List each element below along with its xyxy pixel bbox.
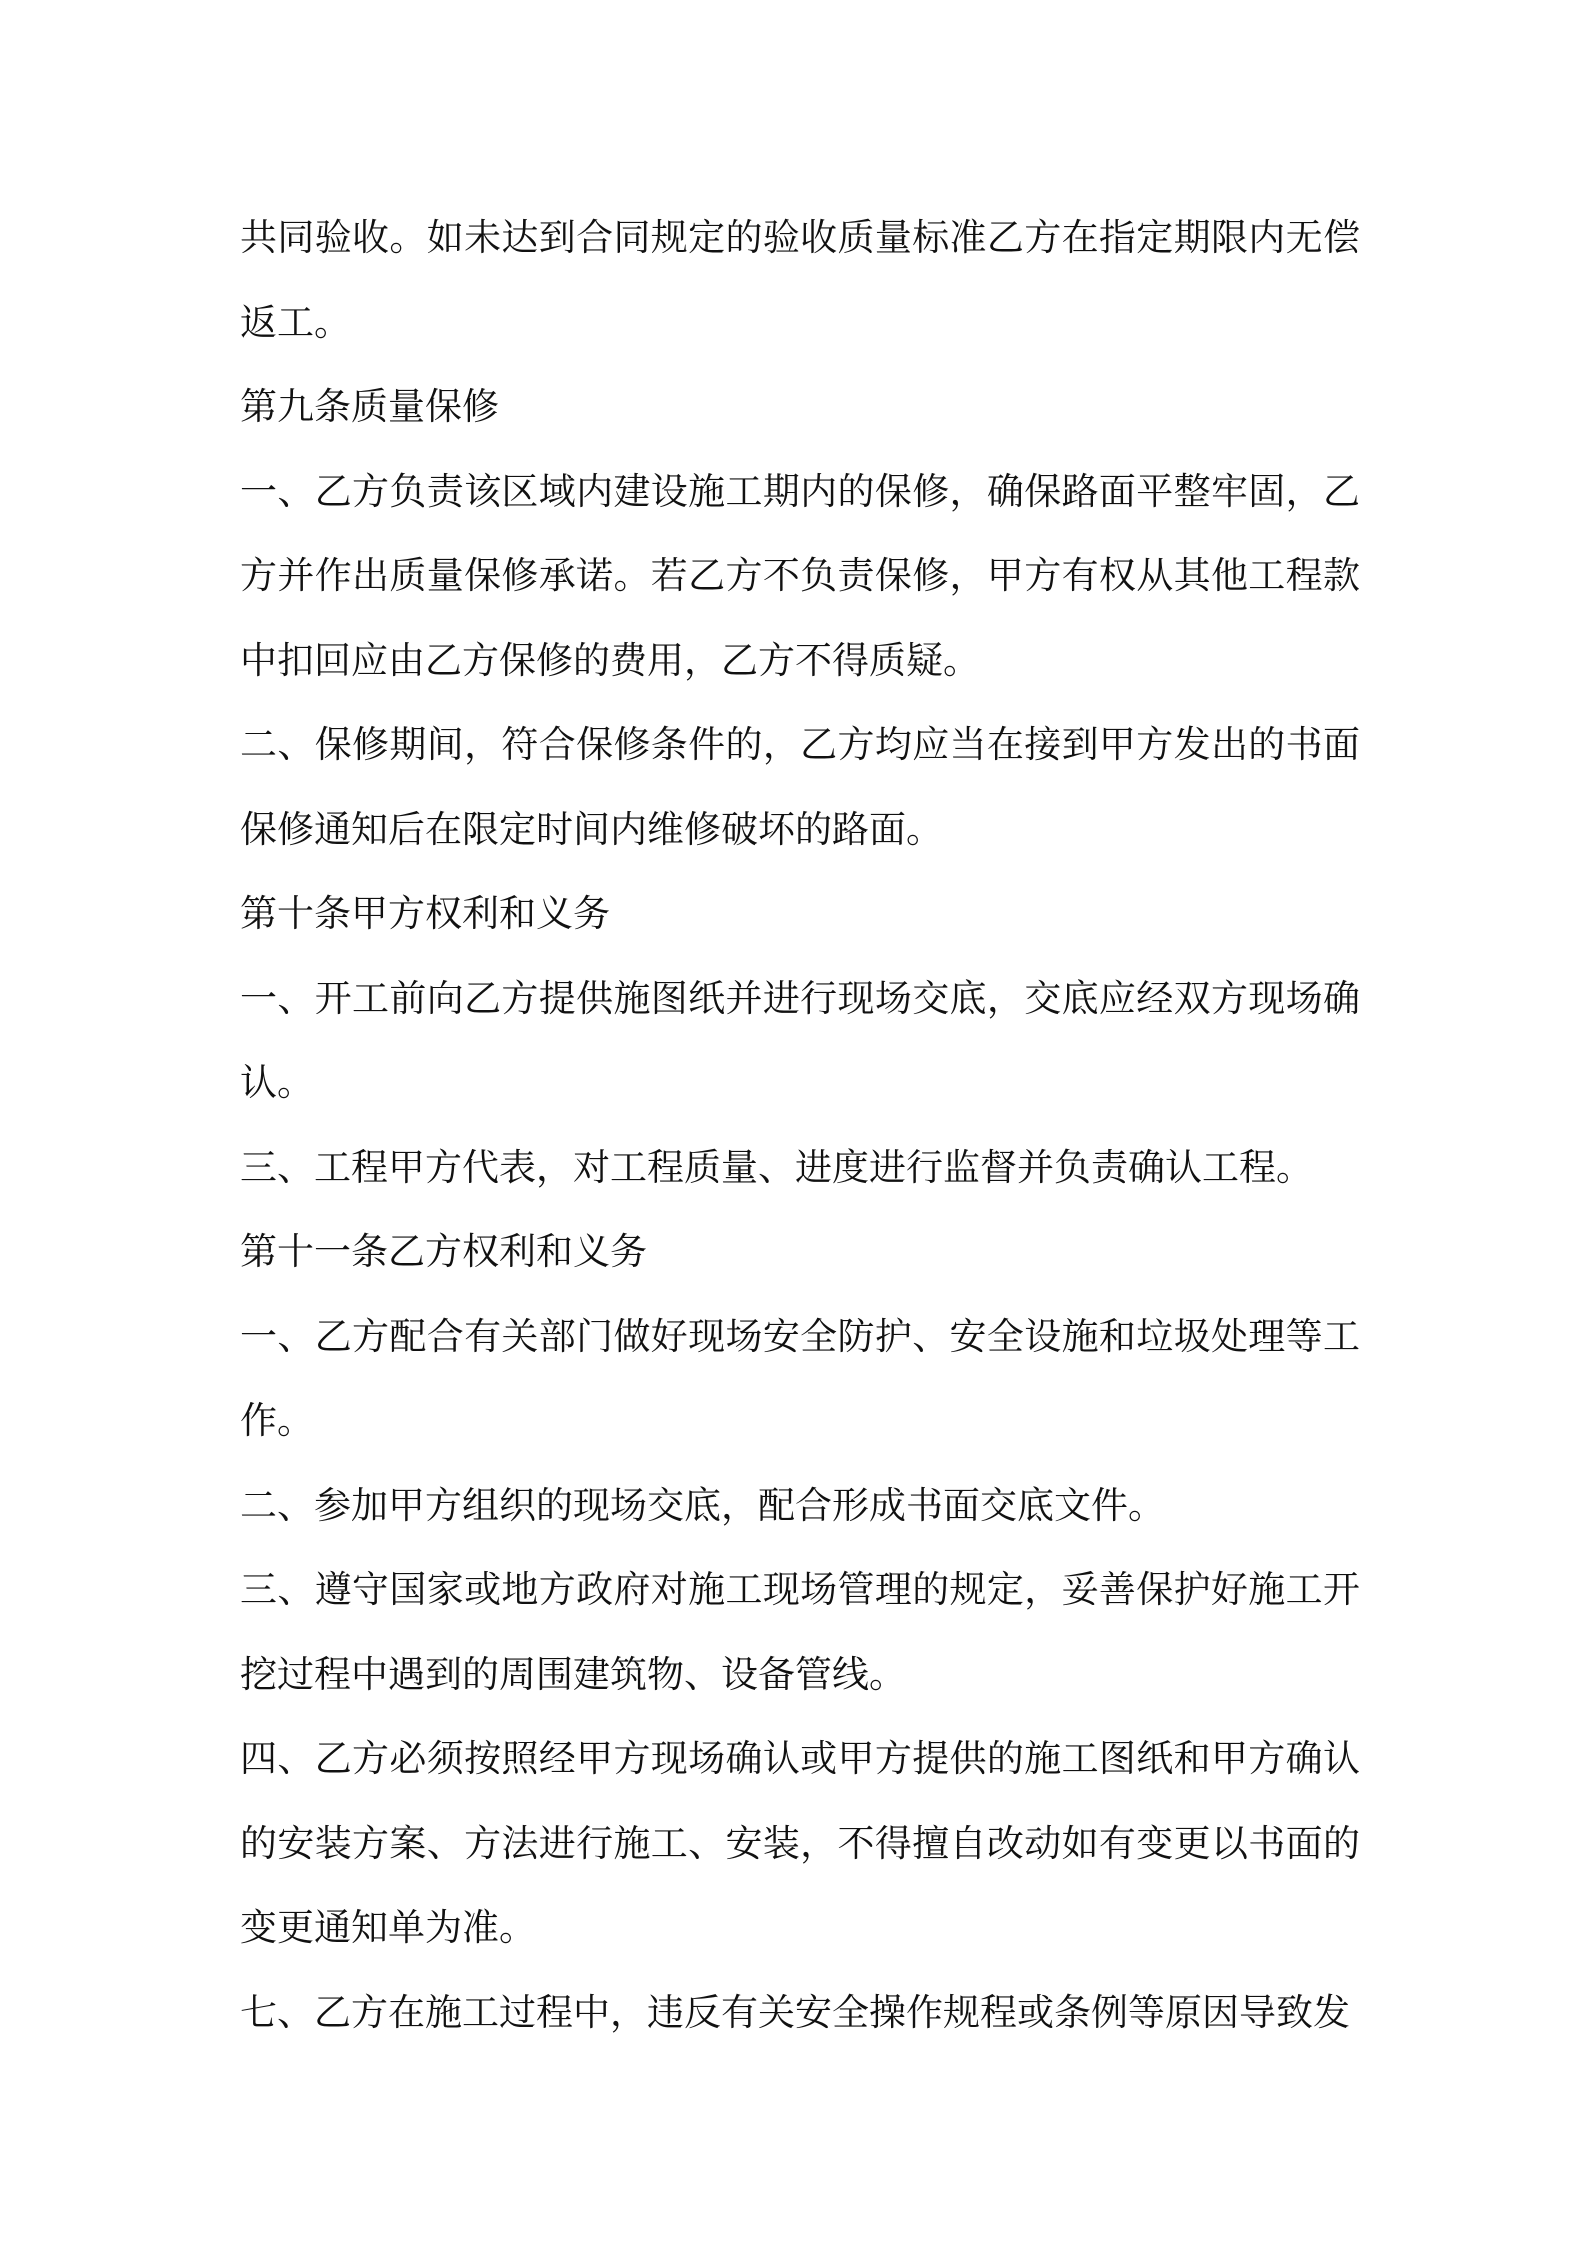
paragraph-article-11-item-3: 三、遵守国家或地方政府对施工现场管理的规定，妥善保护好施工开挖过程中遇到的周围建筑物、设备管线。 xyxy=(240,1568,1360,1696)
paragraph-article-11-item-2: 二、参加甲方组织的现场交底，配合形成书面交底文件。 xyxy=(240,1483,1165,1527)
heading-article-9-quality-warranty: 第九条质量保修 xyxy=(240,385,499,428)
paragraph-article-10-item-3: 三、工程甲方代表，对工程质量、进度进行监督并负责确认工程。 xyxy=(240,1145,1313,1189)
paragraph-article-11-item-1: 一、乙方配合有关部门做好现场安全防护、安全设施和垃圾处理等工作。 xyxy=(240,1314,1360,1442)
document-body xyxy=(240,196,1360,2055)
paragraph-acceptance-continued: 共同验收。如未达到合同规定的验收质量标准乙方在指定期限内无偿返工。 xyxy=(240,216,1360,344)
heading-article-10-party-a-rights: 第十条甲方权利和义务 xyxy=(240,892,610,935)
heading-article-11-party-b-rights: 第十一条乙方权利和义务 xyxy=(240,1230,647,1273)
paragraph-article-11-item-4: 四、乙方必须按照经甲方现场确认或甲方提供的施工图纸和甲方确认的安装方案、方法进行施工、安装，不得擅自改动如有变更以书面的变更通知单为准。 xyxy=(240,1737,1360,1949)
paragraph-article-9-item-1: 一、乙方负责该区域内建设施工期内的保修，确保路面平整牢固，乙方并作出质量保修承诺。若乙方不负责保修，甲方有权从其他工程款中扣回应由乙方保修的费用，乙方不得质疑。 xyxy=(240,469,1360,682)
paragraph-article-9-item-2: 二、保修期间，符合保修条件的，乙方均应当在接到甲方发出的书面保修通知后在限定时间内维修破坏的路面。 xyxy=(240,723,1360,851)
paragraph-article-11-item-7: 七、乙方在施工过程中，违反有关安全操作规程或条例等原因导致发 xyxy=(240,1990,1350,2034)
paragraph-article-10-item-1: 一、开工前向乙方提供施图纸并进行现场交底，交底应经双方现场确认。 xyxy=(240,976,1360,1104)
